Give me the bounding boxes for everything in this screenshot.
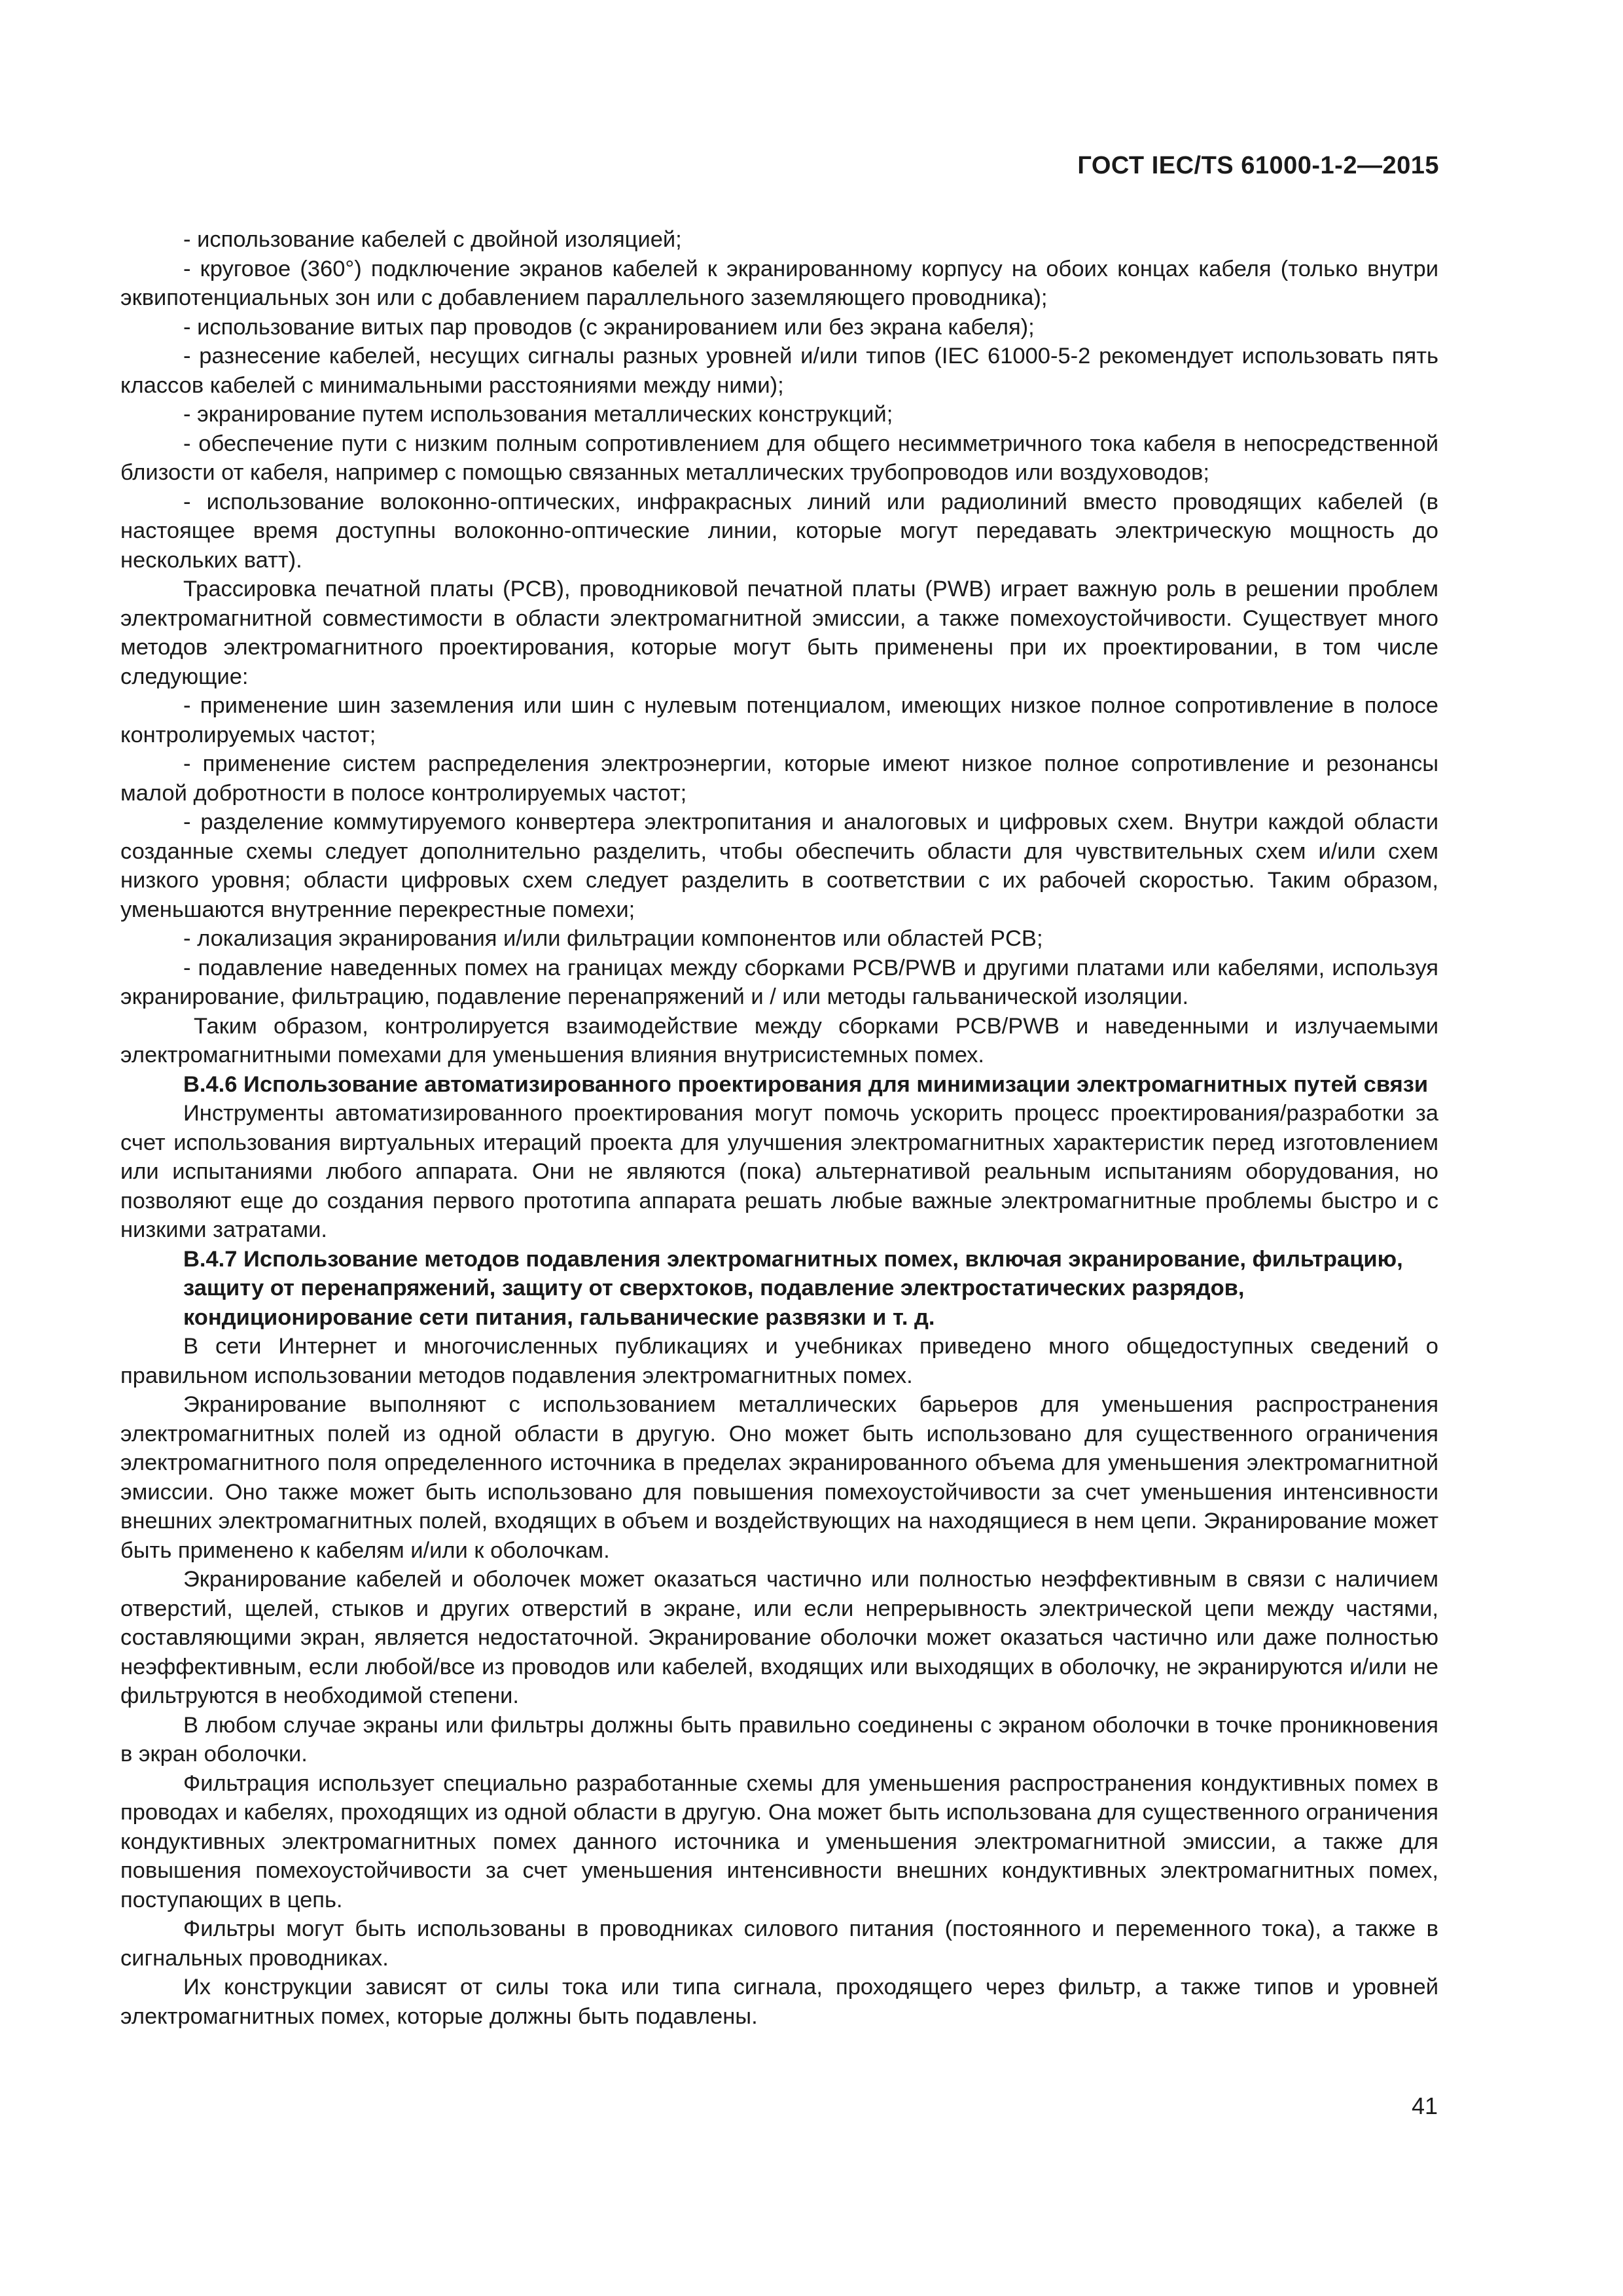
section-heading-b46: B.4.6 Использование автоматизированного проектирования для минимизации электромагнитных путей связи [183,1071,1429,1097]
list-item: - применение шин заземления или шин с нулевым потенциалом, имеющих низкое полное сопротивление в полосе контролируемых частот; [120,693,1438,747]
paragraph: Экранирование выполняют с использованием металлических барьеров для уменьшения распространения электромагнитных полей из одной области в другую. Оно может быть использовано для существенного ограничения электромагнитного поля определенного источника в пределах экранированного объема для уменьшения электромагнитной эмиссии. Оно также может быть использовано для повышения помехоустойчивости за счет уменьшения интенсивности внешних электромагнитных полей, входящих в объем и воздействующих на находящиеся в нем цепи. Экранирование может быть применено к кабелям и/или к оболочкам. [120,1392,1438,1563]
paragraph: Инструменты автоматизированного проектирования могут помочь ускорить процесс проектирования/разработки за счет использования виртуальных итераций проекта для улучшения электромагнитных характеристик перед изготовлением или испытаниями любого аппарата. Они не являются (пока) альтернативой реальным испытаниям оборудования, но позволяют еще до создания первого прототипа аппарата решать любые важные электромагнитные проблемы быстро и с низкими затратами. [120,1101,1438,1242]
list-item: - подавление наведенных помех на границах между сборками PCB/PWB и другими платами или кабелями, используя экранирование, фильтрацию, подавление перенапряжений и / или методы гальванической изоляции. [120,955,1438,1009]
list-item: - использование волоконно-оптических, инфракрасных линий или радиолиний вместо проводящих кабелей (в настоящее время доступны волоконно-оптические линии, которые могут передавать электрическую мощность до нескольких ватт). [120,489,1438,573]
page-number: 41 [1411,2092,1438,2119]
paragraph: Таким образом, контролируется взаимодействие между сборками PCB/PWB и наведенными и излучаемыми электромагнитными помехами для уменьшения влияния внутрисистемных помех. [120,1013,1438,1067]
document-body [120,225,1438,2031]
list-item: - экранирование путем использования металлических конструкций; [183,402,893,427]
list-item: - использование кабелей с двойной изоляцией; [183,227,682,252]
section-heading-b47: B.4.7 Использование методов подавления электромагнитных помех, включая экранирование, фильтрацию, защиту от перенапряжений, защиту от сверхтоков, подавление электростатических разрядов, кондиционирование сети питания, гальванические развязки и т. д. [183,1246,1403,1330]
paragraph: Фильтрация использует специально разработанные схемы для уменьшения распространения кондуктивных помех в проводах и кабелях, проходящих из одной области в другую. Она может быть использована для существенного ограничения кондуктивных электромагнитных помех данного источника и уменьшения электромагнитной эмиссии, а также для повышения помехоустойчивости за счет уменьшения интенсивности внешних кондуктивных электромагнитных помех, поступающих в цепь. [120,1770,1438,1912]
list-item: - разделение коммутируемого конвертера электропитания и аналоговых и цифровых схем. Внутри каждой области созданные схемы следует дополнительно разделить, чтобы обеспечить области для чувствительных схем и/или схем низкого уровня; области цифровых схем следует разделить в соответствии с их рабочей скоростью. Таким образом, уменьшаются внутренние перекрестные помехи; [120,810,1438,922]
list-item: - использование витых пар проводов (с экранированием или без экрана кабеля); [183,314,1035,340]
list-item: - круговое (360°) подключение экранов кабелей к экранированному корпусу на обоих концах кабеля (только внутри эквипотенциальных зон или с добавлением параллельного заземляющего проводника); [120,256,1438,310]
list-item: - локализация экранирования и/или фильтрации компонентов или областей PCB; [183,926,1043,951]
paragraph: Экранирование кабелей и оболочек может оказаться частично или полностью неэффективным в связи с наличием отверстий, щелей, стыков и других отверстий в экране, или если непрерывность электрической цепи между частями, составляющими экран, является недостаточной. Экранирование оболочки может оказаться частично или даже полностью неэффективным, если любой/все из проводов или кабелей, входящих или выходящих в оболочку, не экранируются и/или не фильтруются в необходимой степени. [120,1567,1438,1708]
paragraph: В любом случае экраны или фильтры должны быть правильно соединены с экраном оболочки в точке проникновения в экран оболочки. [120,1712,1438,1767]
paragraph: В сети Интернет и многочисленных публикациях и учебниках приведено много общедоступных сведений о правильном использовании методов подавления электромагнитных помех. [120,1334,1438,1388]
paragraph: Их конструкции зависят от силы тока или типа сигнала, проходящего через фильтр, а также типов и уровней электромагнитных помех, которые должны быть подавлены. [120,1975,1438,2029]
page-header-title: ГОСТ IEC/TS 61000-1-2—2015 [1077,152,1439,179]
list-item: - разнесение кабелей, несущих сигналы разных уровней и/или типов (IEC 61000-5-2 рекомендует использовать пять классов кабелей с минимальными расстояниями между ними); [120,344,1438,398]
paragraph: Трассировка печатной платы (PCB), проводниковой печатной платы (PWB) играет важную роль в решении проблем электромагнитной совместимости в области электромагнитной эмиссии, а также помехоустойчивости. Существует много методов электромагнитного проектирования, которые могут быть применены при их проектировании, в том числе следующие: [120,577,1438,689]
list-item: - применение систем распределения электроэнергии, которые имеют низкое полное сопротивление и резонансы малой добротности в полосе контролируемых частот; [120,751,1438,806]
paragraph: Фильтры могут быть использованы в проводниках силового питания (постоянного и переменного тока), а также в сигнальных проводниках. [120,1916,1438,1971]
list-item: - обеспечение пути с низким полным сопротивлением для общего несимметричного тока кабеля в непосредственной близости от кабеля, например с помощью связанных металлических трубопроводов или воздуховодов; [120,431,1438,485]
